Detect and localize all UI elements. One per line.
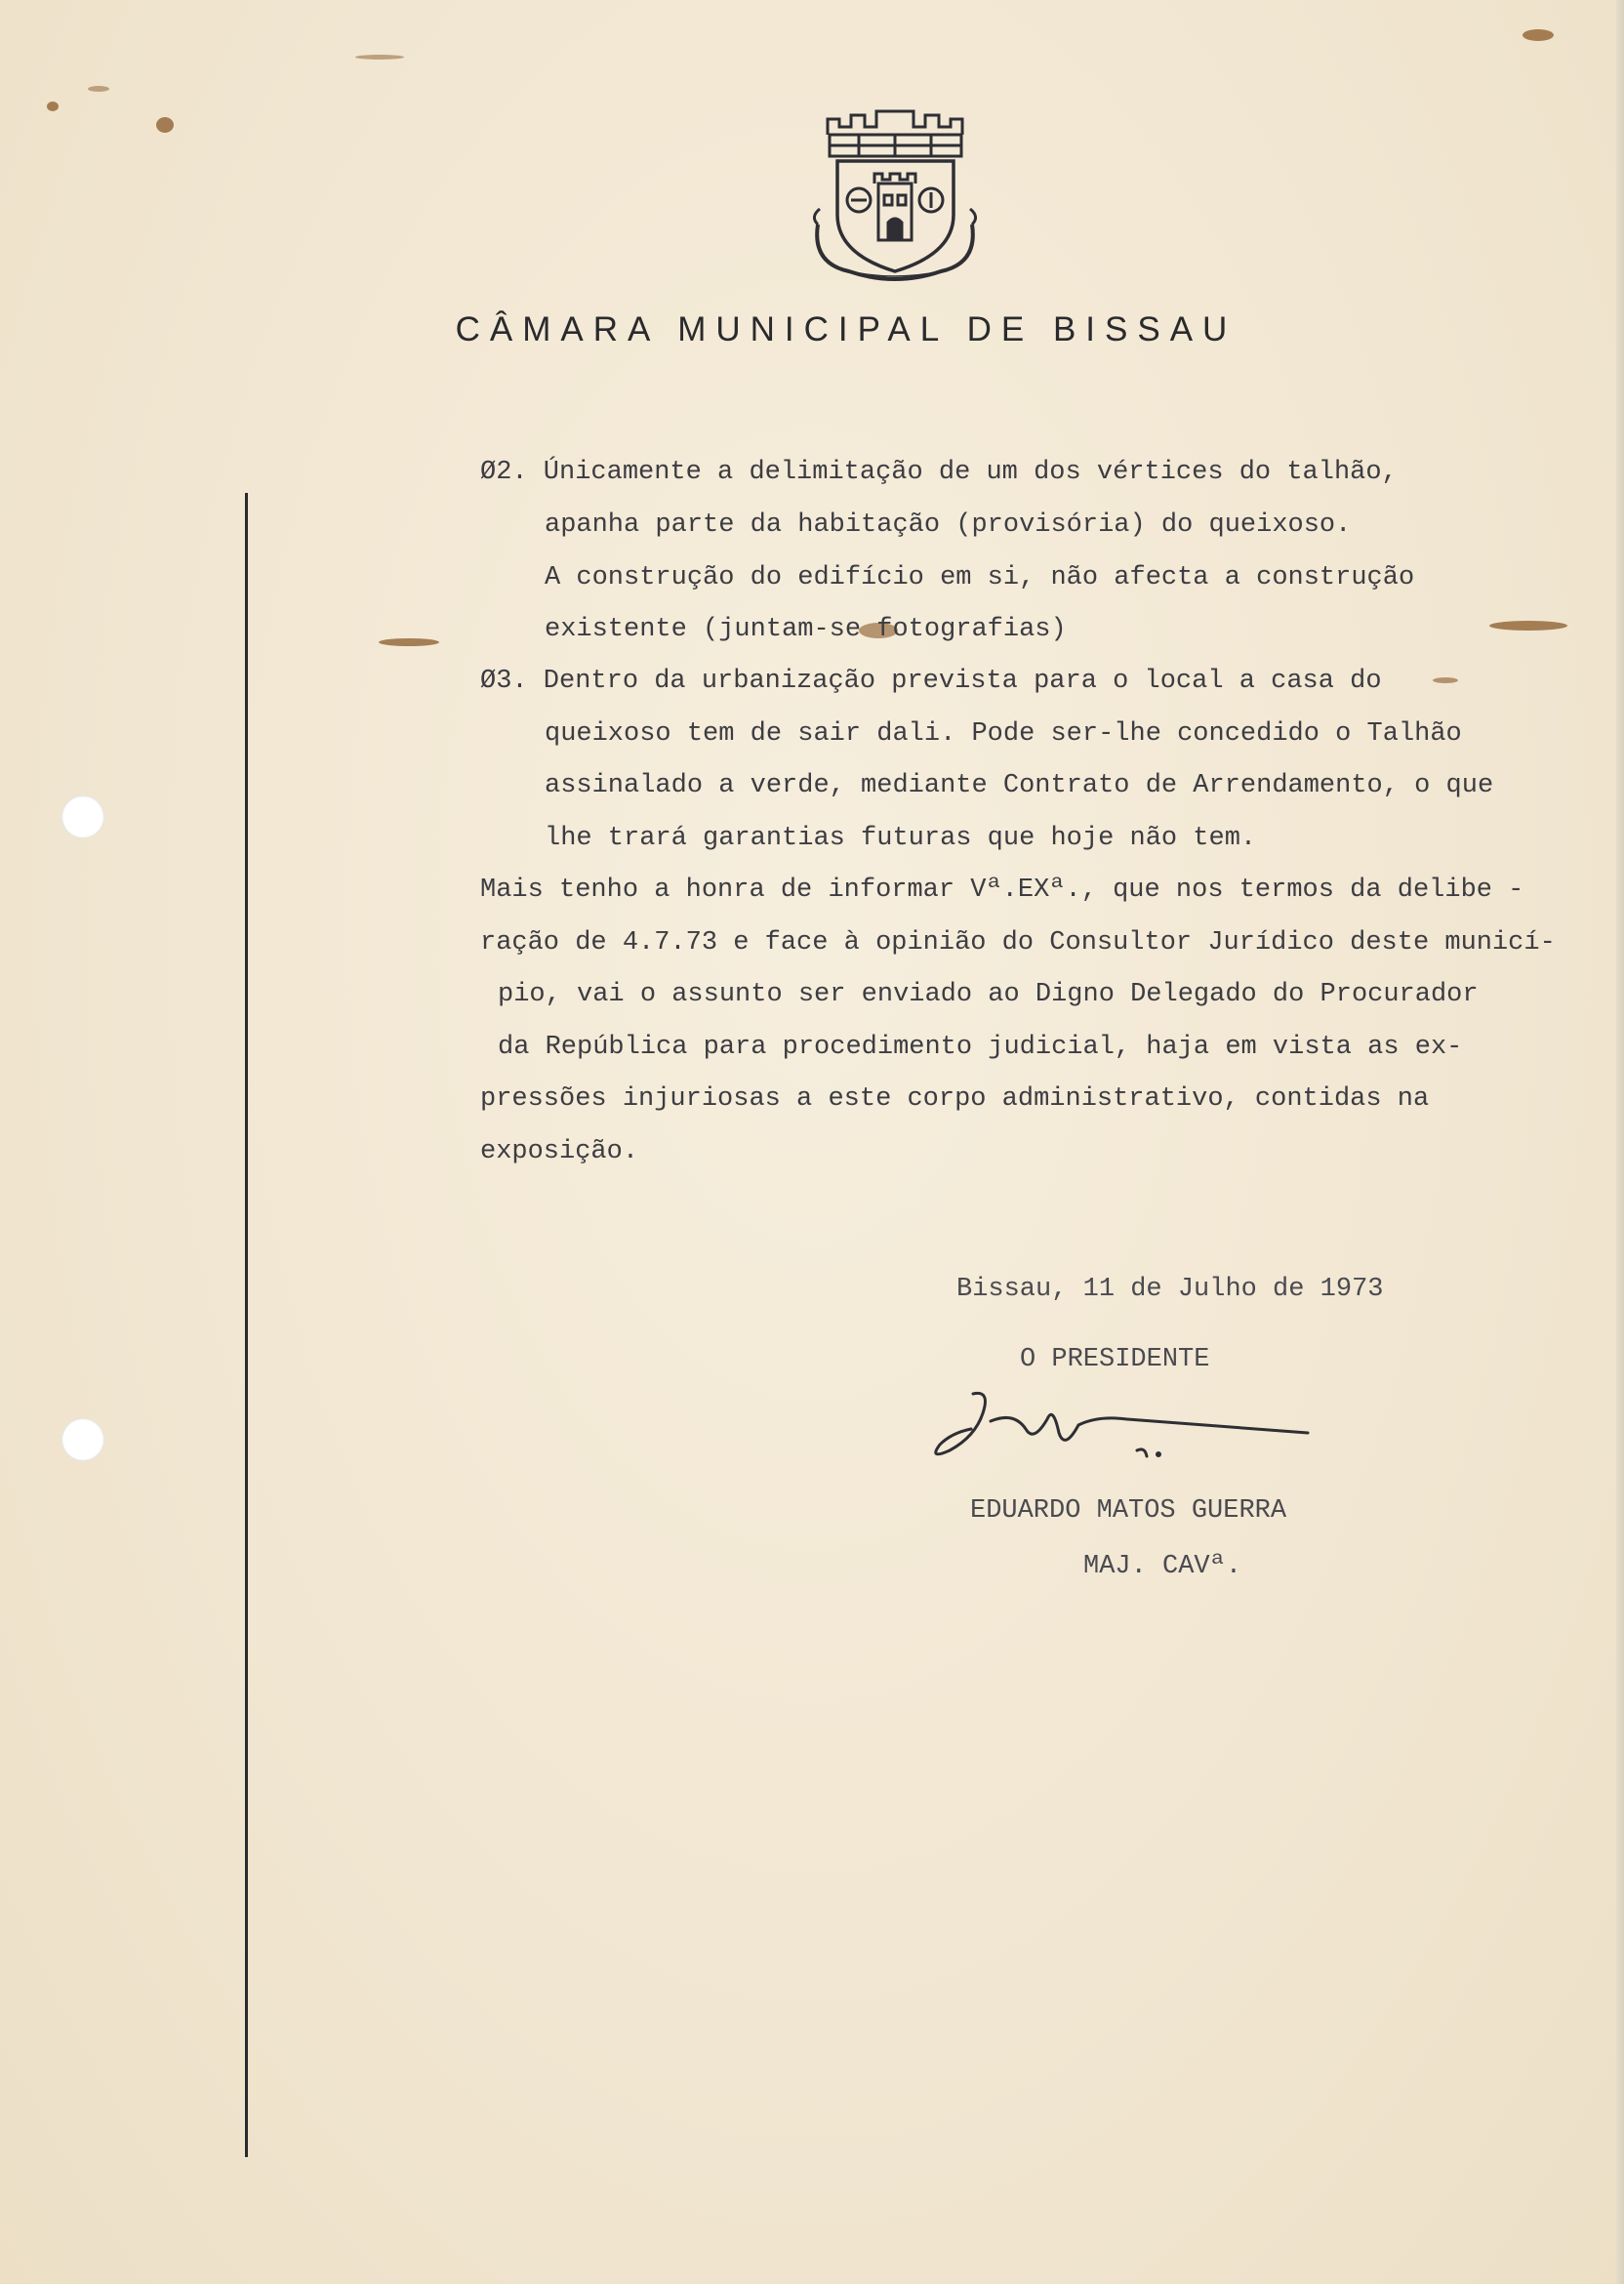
signatory-name: EDUARDO MATOS GUERRA (970, 1496, 1287, 1526)
stain-mark (1522, 29, 1554, 41)
body-line: Mais tenho a honra de informar Vª.EXª., que nos termos da delibe - (480, 876, 1524, 905)
body-line: assinalado a verde, mediante Contrato de Arrendamento, o que (545, 771, 1494, 800)
handwritten-signature-icon (932, 1386, 1313, 1464)
margin-rule (245, 493, 248, 2157)
stain-mark (88, 86, 109, 92)
punch-hole (61, 1418, 104, 1461)
body-line: queixoso tem de sair dali. Pode ser-lhe concedido o Talhão (545, 719, 1462, 749)
stain-mark (355, 55, 404, 60)
stain-mark (156, 117, 174, 133)
punch-hole (61, 795, 104, 838)
stain-mark (1489, 621, 1567, 631)
stain-mark (1433, 677, 1458, 683)
coat-of-arms-icon (810, 107, 981, 283)
body-line: A construção do edifício em si, não afecta a construção (545, 563, 1415, 592)
body-line: pio, vai o assunto ser enviado ao Digno Delegado do Procurador (498, 980, 1479, 1009)
stain-mark (379, 638, 439, 646)
body-line: existente (juntam-se fotografias) (545, 615, 1067, 644)
stain-mark (47, 102, 59, 111)
body-line: da República para procedimento judicial, haja em vista as ex- (498, 1033, 1463, 1062)
body-line: Ø3. Dentro da urbanização prevista para o local a casa do (480, 667, 1382, 696)
signatory-rank: MAJ. CAVª. (1083, 1552, 1242, 1581)
signatory-role: O PRESIDENTE (1020, 1345, 1210, 1374)
body-line: exposição. (480, 1137, 639, 1166)
body-line: Ø2. Únicamente a delimitação de um dos vértices do talhão, (480, 458, 1398, 487)
body-line: pressões injuriosas a este corpo administrativo, contidas na (480, 1084, 1430, 1114)
letterhead-title: CÂMARA MUNICIPAL DE BISSAU (455, 310, 1238, 348)
date-line: Bissau, 11 de Julho de 1973 (956, 1275, 1384, 1304)
body-line: ração de 4.7.73 e face à opinião do Consultor Jurídico deste municí- (480, 928, 1556, 958)
body-line: apanha parte da habitação (provisória) do queixoso. (545, 510, 1352, 540)
body-line: lhe trará garantias futuras que hoje não tem. (545, 824, 1257, 853)
